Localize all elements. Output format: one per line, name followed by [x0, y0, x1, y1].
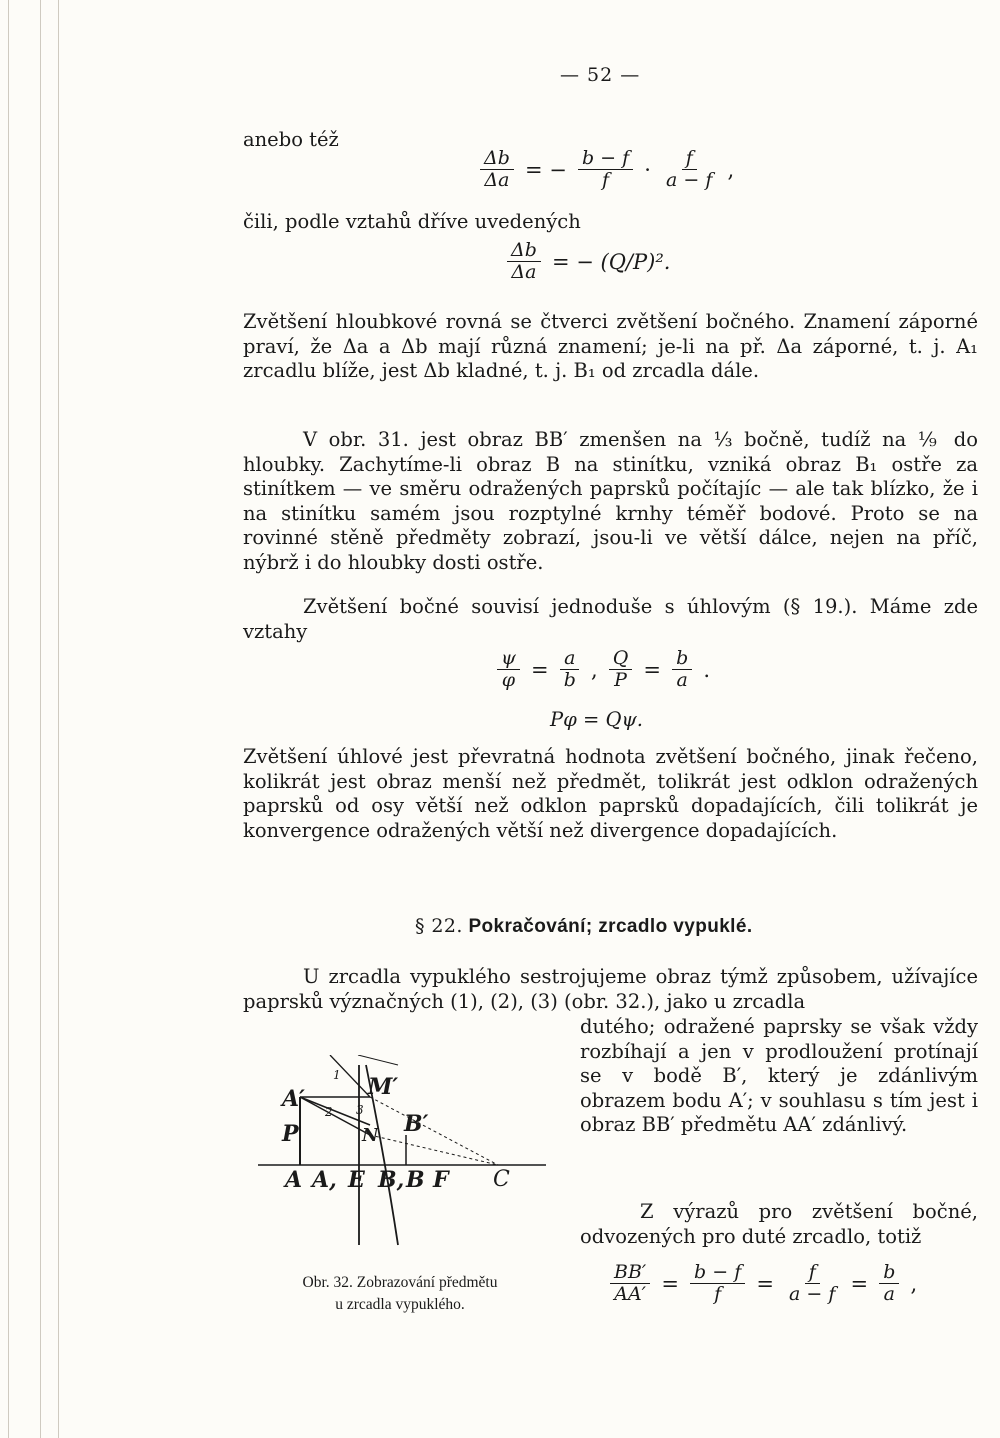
section-number: § 22. [415, 915, 463, 937]
caption-line-1: Obr. 32. Zobrazování předmětu [302, 1274, 498, 1291]
eq1-middle: $\frac{b - f}{f}$ [578, 148, 633, 191]
equation-5: $\frac{BB'}{AA'}$ = $\frac{b - f}{f}$ = $\frac{f}{a - f}$ = $\frac{b}{a}$ , [608, 1262, 921, 1305]
fig-label-P: P [282, 1121, 299, 1147]
fig-label-A-prime: A′ [282, 1086, 305, 1112]
extension-1 [370, 1097, 498, 1165]
fig-label-ray-2: 2 [325, 1105, 333, 1119]
fig-label-A1: A, [312, 1167, 337, 1193]
incident-ray [358, 1055, 398, 1065]
equation-1: $\frac{\Delta b}{\Delta a}$ = − $\frac{b - f}{f}$ · $\frac{f}{a - f}$ , [478, 148, 738, 191]
margin-line-1 [8, 0, 9, 1438]
fig-label-B-prime: B′ [404, 1111, 429, 1137]
paragraph-5: U zrcadla vypuklého sestrojujeme obraz týmž způsobem, užívajíce paprsků význačných (1), (2), (3) (obr. 32.), jako u zrcadla [243, 965, 978, 1013]
margin-line-2 [40, 0, 41, 1438]
paragraph-1: Zvětšení hloubkové rovná se čtverci zvětšení bočného. Znamení záporné praví, že Δa a Δb mají různá znamení; je-li na př. Δa záporné, t. j. A₁ zrcadlu blíže, jest Δb kladné, t. j. B₁ od zrcadla dále. [243, 310, 978, 383]
fig-label-B: B [406, 1167, 425, 1193]
paragraph-3: Zvětšení bočné souvisí jednoduše s úhlovým (§ 19.). Máme zde vztahy [243, 595, 978, 643]
section-title: Pokračování; zrcadlo vypuklé. [468, 916, 753, 937]
equation-4: Pφ = Qψ. [550, 708, 643, 731]
margin-line-3 [58, 0, 59, 1438]
fig-label-ray-1: 1 [333, 1068, 341, 1082]
fig-label-ray-3: 3 [356, 1103, 364, 1117]
eq1-left: $\frac{\Delta b}{\Delta a}$ [480, 148, 514, 191]
paragraph-2: V obr. 31. jest obraz BB′ zmenšen na ⅓ bočně, tudíž na ⅑ do hloubky. Zachytíme-li obraz B na stinítku, vzniká obraz B₁ ostře za stinítkem — ve směru odražených paprsků počítajíc — ale tak blízko, že i na stinítku samém jsou rozptylné krnhy téměř bodové. Proto se na rovinné stěně předměty zobrazí, jsou-li ve větší dálce, nejen na příč, nýbrž i do hloubky dosti ostře. [243, 428, 978, 574]
convex-mirror-figure [258, 1055, 558, 1255]
fig-label-N: N [362, 1125, 379, 1146]
figure-caption [250, 1272, 550, 1316]
fig-label-M-prime: M′ [368, 1074, 399, 1100]
fig-label-C: C [493, 1167, 510, 1192]
section-heading [415, 915, 753, 938]
equation-2: $\frac{\Delta b}{\Delta a}$ = − (Q/P)². [505, 240, 674, 283]
equation-3: $\frac{\psi}{\varphi}$ = $\frac{a}{b}$ , $\frac{Q}{P}$ = $\frac{b}{a}$ . [495, 648, 714, 691]
paragraph-4: Zvětšení úhlové jest převratná hodnota zvětšení bočného, jinak řečeno, kolikrát jest obraz menší než předmět, tolikrát jest odklon odražených paprsků od osy větší než odklon paprsků dopadajících, čili tolikrát je konvergence odražených větší než divergence dopadajících. [243, 745, 978, 842]
side-text: dutého; odražené paprsky se však vždy rozbíhají a jen v prodloužení protínají se v bodě B′, který je zdánlivým obrazem bodu A′; v souhlasu s tím jest i obraz BB′ předmětu AA′ zdánlivý. [580, 1015, 978, 1137]
eq1-right: $\frac{f}{a - f}$ [666, 147, 713, 191]
fig-label-A: A [285, 1167, 303, 1193]
side-text-2: Z výrazů pro zvětšení bočné, odvozených pro duté zrcadlo, totiž [580, 1200, 978, 1248]
caption-line-2: u zrcadla vypuklého. [335, 1296, 465, 1313]
fig-label-E: E [348, 1167, 365, 1193]
intro-text: anebo též [243, 128, 339, 151]
extension-2 [370, 1135, 498, 1165]
fig-label-B1: B, [378, 1167, 405, 1193]
page-number: — 52 — [560, 64, 641, 86]
cili-line: čili, podle vztahů dříve uvedených [243, 210, 581, 233]
fig-label-F: F [433, 1167, 449, 1193]
